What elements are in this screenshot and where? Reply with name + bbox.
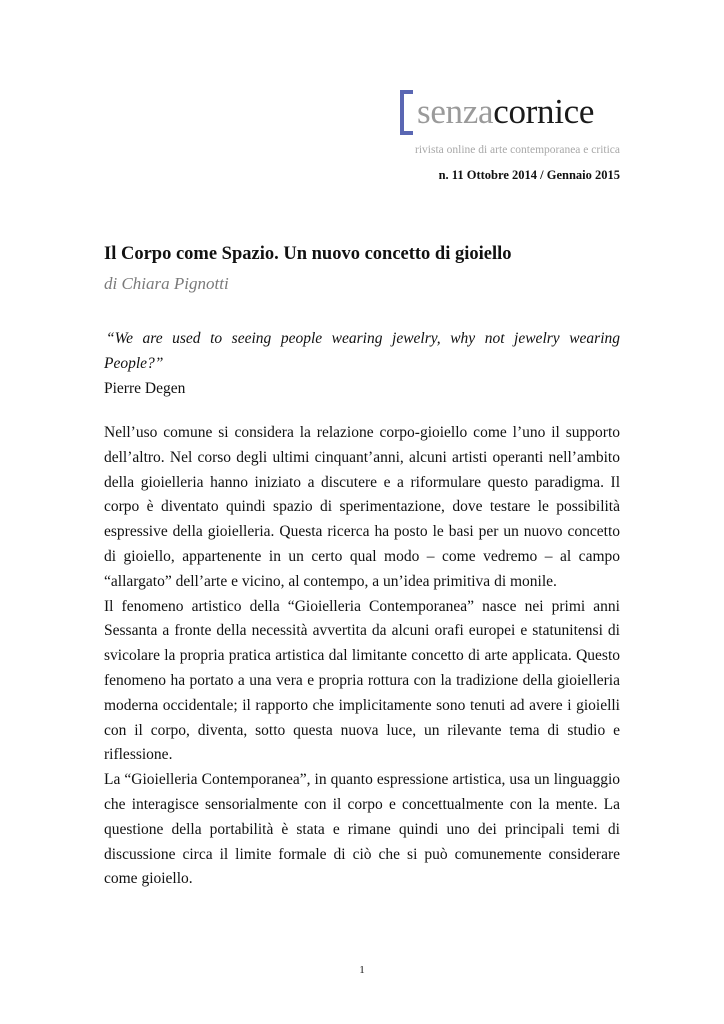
masthead-logo: [400, 88, 622, 163]
body-paragraph-1: Nell’uso comune si considera la relazione corpo-gioiello come l’uno il supporto dell’altro. Nel corso degli ultimi cinquant’anni, alcuni artisti operanti nell’ambito della gioielleria hanno iniziato a discutere e a riformulare questo paradigma. Il corpo è diventato quindi spazio di sperimentazione, dove testare le possibilità espressive della gioielleria. Questa ricerca ha posto le basi per un nuovo concetto di gioiello, appartenente in un certo qual modo – come vedremo – al campo “allargato” dell’arte e vicino, al contempo, a un’idea primitiva di monile.: [104, 424, 620, 590]
logo-senza: senza: [417, 92, 494, 131]
body-paragraph-3: La “Gioielleria Contemporanea”, in quanto espressione artistica, usa un linguaggio che interagisce sensorialmente con il corpo e concettualmente con la mente. La questione della portabilità è stata e rimane quindi uno dei principali temi di discussione circa il limite formale di ciò che si può comunemente considerare come gioiello.: [104, 771, 620, 888]
quote-source: Pierre Degen: [104, 380, 186, 397]
quote-line-1: “We are used to seeing people wearing jewelry, why not jewelry wearing: [106, 330, 620, 347]
logo-wordmark: [417, 90, 594, 134]
issue-number: n. 11 Ottobre 2014 / Gennaio 2015: [438, 168, 620, 182]
logo-bracket-icon: [400, 90, 413, 135]
article-author: di Chiara Pignotti: [104, 274, 229, 293]
logo-cornice: cornice: [493, 92, 595, 131]
article-title: Il Corpo come Spazio. Un nuovo concetto di gioiello: [104, 244, 512, 264]
epigraph-quote: [104, 326, 620, 376]
quote-line-2: People?”: [104, 355, 164, 372]
page-number: 1: [359, 964, 365, 976]
body-paragraph-2: Il fenomeno artistico della “Gioielleria Contemporanea” nasce nei primi anni Sessanta a fronte della necessità avvertita da alcuni orafi europei e statunitensi di svicolare la propria pratica artistica dal limitante concetto di arte applicata. Questo fenomeno ha portato a una vera e propria rottura con la tradizione della gioielleria moderna occidentale; il rapporto che implicitamente sono tenuti ad avere i gioielli con il corpo, diventa, sotto questa nuova luce, un rilevante tema di studio e riflessione.: [104, 597, 620, 764]
logo-tagline: rivista online di arte contemporanea e critica: [415, 144, 620, 156]
article-body: [104, 421, 620, 892]
